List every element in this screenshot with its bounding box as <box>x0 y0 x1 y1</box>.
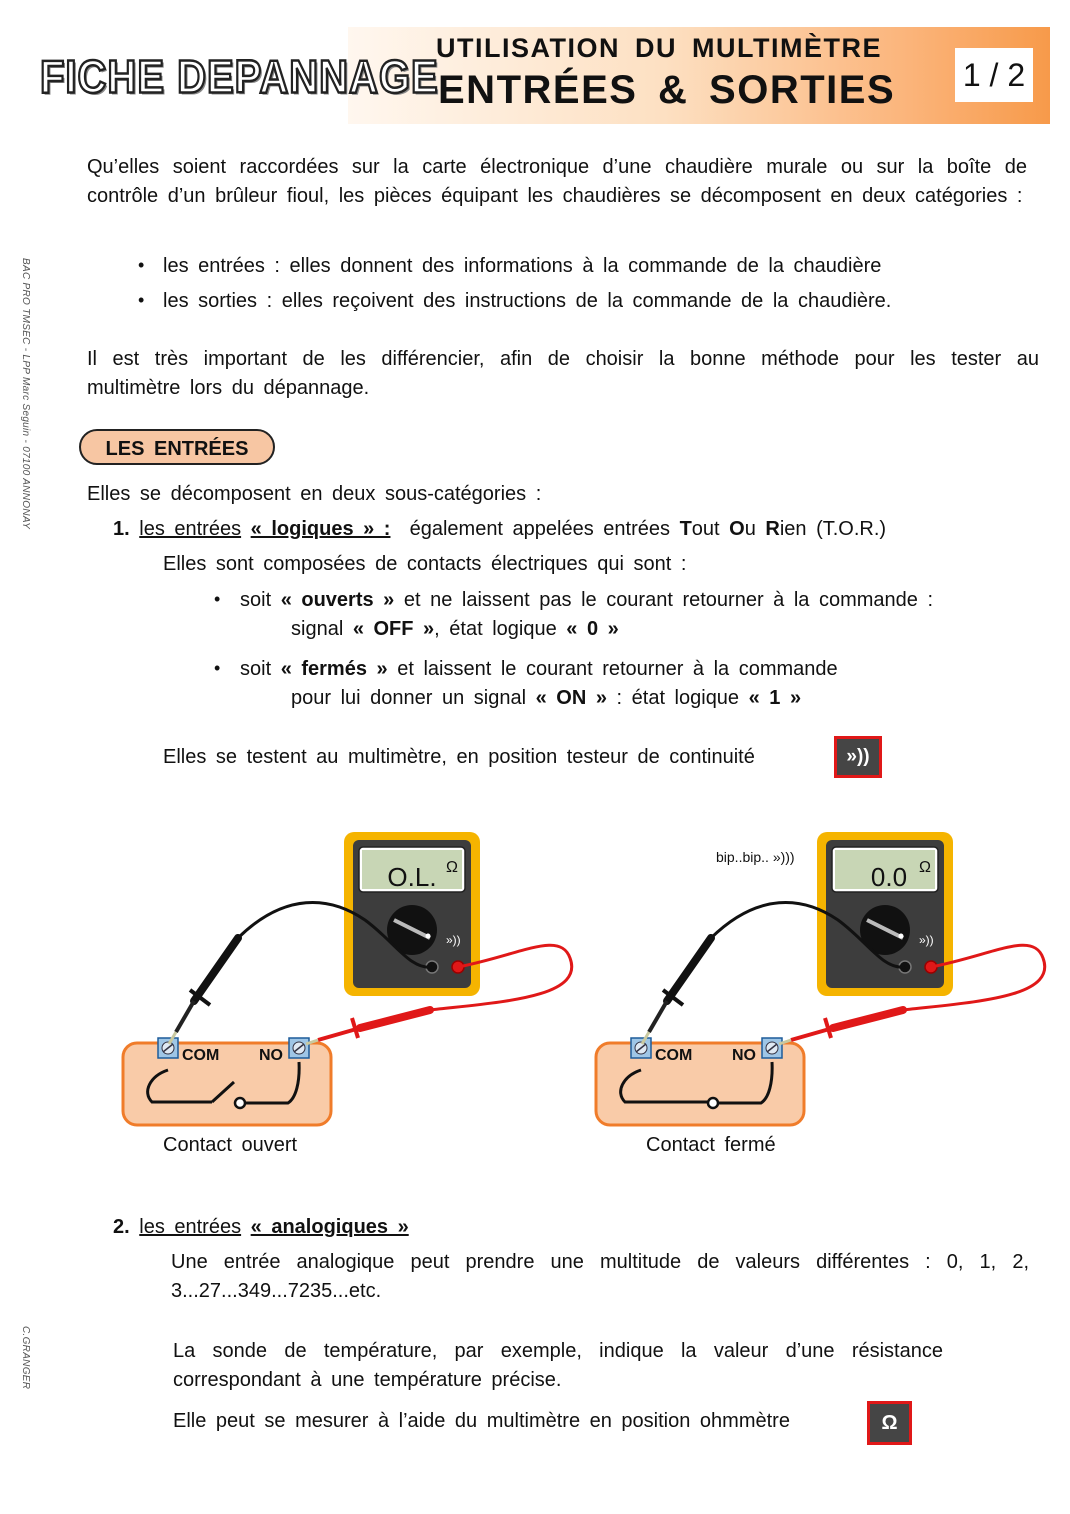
item2-paragraph-3: Elle peut se mesurer à l’aide du multimètre en position ohmmètre <box>173 1410 790 1432</box>
intro-bullet-entrees: les entrées : elles donnent des informations à la commande de la chaudière <box>163 255 882 277</box>
meter-display-right: 0.0 <box>870 862 908 892</box>
item2-number: 2. <box>113 1216 130 1238</box>
label-com-right: COM <box>655 1047 693 1064</box>
section-lead: Elles se décomposent en deux sous-catégories : <box>87 483 542 505</box>
item1-number: 1. <box>113 518 130 540</box>
meter-display-left: O.L. <box>387 862 437 892</box>
logo-fiche-depannage: FICHE DEPANNAGE <box>40 52 439 103</box>
intro-paragraph-2: Il est très important de les différencier, afin de choisir la bonne méthode pour les tester au multimètre lors du dépannage. <box>87 348 1039 399</box>
red-probe-right <box>833 1010 903 1028</box>
page-number: 1 / 2 <box>955 48 1033 102</box>
item2-paragraph-2: La sonde de température, par exemple, indique la valeur d’une résistance correspondant à une température précise. <box>173 1340 943 1391</box>
item1-bullet-fermes: soit « fermés » et laissent le courant retourner à la commande <box>240 658 838 680</box>
intro-bullet-sorties: les sorties : elles reçoivent des instructions de la commande de la chaudière. <box>163 290 892 312</box>
section-title-les-entrees: LES ENTRÉES <box>79 429 275 465</box>
item2-label-a: les entrées <box>139 1216 242 1238</box>
item1-label-b: « logiques » : <box>250 518 391 540</box>
label-no-left: NO <box>259 1047 283 1064</box>
side-credit-school: BAC PRO TMSEC - LPP Marc Seguin - 07100 ANNONAY <box>20 258 31 530</box>
side-credit-author: C.GRANGER <box>20 1326 31 1390</box>
item1-heading <box>113 515 886 544</box>
ohm-icon: Ω <box>867 1401 912 1445</box>
label-com-left: COM <box>182 1047 220 1064</box>
header-subtitle: UTILISATION DU MULTIMÈTRE <box>436 33 882 63</box>
dial-continuity-symbol-right: »)) <box>919 933 934 947</box>
caption-contact-ferme: Contact fermé <box>646 1134 776 1156</box>
beep-label: bip..bip.. »))) <box>716 849 795 865</box>
item1-bullet-fermes-line2: pour lui donner un signal « ON » : état logique « 1 » <box>291 687 802 709</box>
item1-test-text: Elles se testent au multimètre, en position testeur de continuité <box>163 746 755 768</box>
bullet-dot: • <box>214 658 221 678</box>
item2-heading <box>113 1213 409 1242</box>
item1-line2: Elles sont composées de contacts électriques qui sont : <box>163 553 687 575</box>
caption-contact-ouvert: Contact ouvert <box>163 1134 298 1156</box>
diagram-left <box>123 832 572 1125</box>
meter-unit-right: Ω <box>919 859 931 876</box>
item2-paragraph-1: Une entrée analogique peut prendre une multitude de valeurs différentes : 0, 1, 2, 3...27...349...7235...etc. <box>171 1251 1029 1302</box>
bullet-dot: • <box>138 255 145 275</box>
label-no-right: NO <box>732 1047 756 1064</box>
diagram-right <box>596 832 1045 1125</box>
item1-label-a: les entrées <box>139 518 242 540</box>
dial-continuity-symbol-left: »)) <box>446 933 461 947</box>
item2-label-b: « analogiques » <box>250 1216 409 1238</box>
continuity-icon: »)) <box>834 736 882 778</box>
bullet-dot: • <box>214 589 221 609</box>
item1-desc: également appelées entrées Tout Ou Rien (T.O.R.) <box>409 518 887 540</box>
header-title: ENTRÉES & SORTIES <box>438 68 896 112</box>
black-probe-left <box>194 938 238 1001</box>
black-probe-right <box>667 938 711 1001</box>
item1-bullet-ouverts: soit « ouverts » et ne laissent pas le courant retourner à la commande : <box>240 589 934 611</box>
red-probe-left <box>360 1010 430 1028</box>
bullet-dot: • <box>138 290 145 310</box>
meter-unit-left: Ω <box>446 859 458 876</box>
item1-bullet-ouverts-line2: signal « OFF », état logique « 0 » <box>291 618 619 640</box>
intro-paragraph-1: Qu’elles soient raccordées sur la carte électronique d’une chaudière murale ou sur la boîte de contrôle d’un brûleur fioul, les pièces équipant les chaudières se décomposent en deux catégories : <box>87 156 1027 207</box>
multimeter-diagram <box>0 820 1070 1170</box>
